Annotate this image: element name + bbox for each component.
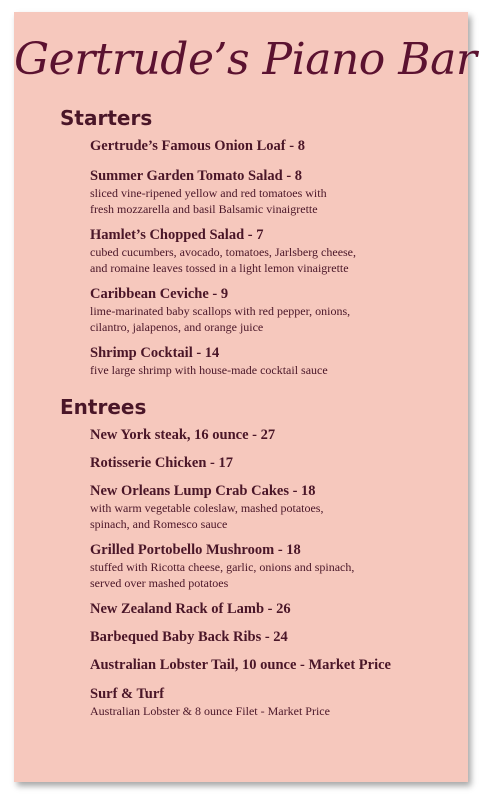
menu-item-description: Australian Lobster & 8 ounce Filet - Market Price [90, 704, 330, 718]
menu-item-description: sliced vine-ripened yellow and red tomatoes with [90, 186, 327, 200]
menu-item [90, 137, 450, 155]
menu-item-name: Barbequed Baby Back Ribs - 24 [90, 629, 288, 645]
menu-item-description: served over mashed potatoes [90, 576, 229, 590]
menu-item-name: Hamlet’s Chopped Salad - 7 [90, 227, 264, 243]
menu-item-name: Summer Garden Tomato Salad - 8 [90, 168, 303, 184]
menu-item [90, 685, 450, 719]
menu-item-name: New York steak, 16 ounce - 27 [90, 427, 276, 443]
menu-item [90, 285, 450, 335]
menu-item-name: Rotisserie Chicken - 17 [90, 455, 233, 471]
menu-card [14, 12, 477, 782]
menu-item [90, 226, 450, 276]
menu-item-name: Gertrude’s Famous Onion Loaf - 8 [90, 138, 305, 154]
menu-item [90, 426, 450, 444]
menu-item [90, 541, 450, 591]
menu-item-description: with warm vegetable coleslaw, mashed potatoes, [90, 501, 324, 515]
menu-item [90, 600, 450, 618]
menu-item-description: fresh mozzarella and basil Balsamic vinaigrette [90, 202, 318, 216]
menu-item [90, 482, 450, 532]
menu-item [90, 344, 450, 378]
menu-item-description: five large shrimp with house-made cocktail sauce [90, 363, 328, 377]
menu-item-name: Surf & Turf [90, 686, 165, 702]
menu-item-description: stuffed with Ricotta cheese, garlic, onions and spinach, [90, 560, 355, 574]
menu-item-description: lime-marinated baby scallops with red pepper, onions, [90, 304, 351, 318]
menu-item-name: New Zealand Rack of Lamb - 26 [90, 601, 291, 617]
menu-item [90, 656, 450, 674]
menu-item-name: New Orleans Lump Crab Cakes - 18 [90, 483, 316, 499]
menu-item-name: Australian Lobster Tail, 10 ounce - Market Price [90, 657, 391, 673]
section-heading-entrees: Entrees [60, 395, 147, 419]
menu-item-name: Grilled Portobello Mushroom - 18 [90, 542, 301, 558]
menu-item-description: cubed cucumbers, avocado, tomatoes, Jarlsberg cheese, [90, 245, 357, 259]
menu-item [90, 454, 450, 472]
section-heading-starters: Starters [60, 106, 153, 130]
menu-item-name: Shrimp Cocktail - 14 [90, 345, 220, 361]
menu-item [90, 628, 450, 646]
menu-title: Gertrude’s Piano Bar [14, 34, 477, 85]
menu-item-description: spinach, and Romesco sauce [90, 517, 228, 531]
menu-item-name: Caribbean Ceviche - 9 [90, 286, 229, 302]
menu-item-description: and romaine leaves tossed in a light lemon vinaigrette [90, 261, 349, 275]
menu-item [90, 167, 450, 217]
menu-item-description: cilantro, jalapenos, and orange juice [90, 320, 264, 334]
